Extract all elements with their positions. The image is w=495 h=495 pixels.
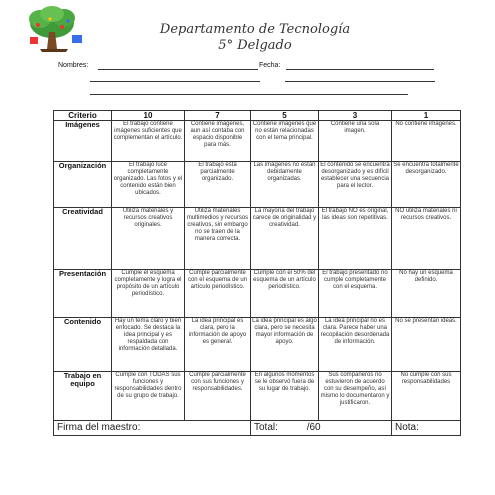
criterion-cell: Contenido <box>54 318 112 372</box>
criterion-cell: Creatividad <box>54 208 112 270</box>
nombres-line-4[interactable] <box>90 94 408 95</box>
firma-cell[interactable] <box>54 421 251 436</box>
table-cell: El trabajo está parcialmente organizado. <box>185 162 251 208</box>
table-cell: Utiliza materiales y recursos creativos originales. <box>112 208 185 270</box>
table-row <box>54 372 461 421</box>
criterion-cell: Organización <box>54 162 112 208</box>
table-cell: Sus compañeros no estuvieron de acuerdo con su desempeño, así mismo lo documentaron y justificaron. <box>319 372 392 421</box>
table-cell: Contiene imágenes, aun así contaba con espacio disponible para más. <box>185 121 251 162</box>
table-cell: Cumple con TODAS sus funciones y responsabilidades dentro de su grupo de trabajo. <box>112 372 185 421</box>
table-cell: La mayoría del trabajo carece de originalidad y creatividad. <box>251 208 319 270</box>
column-header: 5 <box>251 111 319 121</box>
column-header: Criterio <box>54 111 112 121</box>
table-cell: El contenido se encuentra desorganizado y es difícil establecer una secuencia para el lector. <box>319 162 392 208</box>
page-title <box>130 22 380 54</box>
table-cell: La idea principal es clara, pero la información de apoyo es general. <box>185 318 251 372</box>
table-cell: No contiene imágenes. <box>392 121 461 162</box>
table-cell: Hay un tema claro y bien enfocado. Se destaca la idea principal y es respaldada con información detallada. <box>112 318 185 372</box>
fecha-field[interactable] <box>286 69 434 70</box>
table-cell: Utiliza materiales multimedios y recursos creativos, sin embargo no se traen de la manera correcta. <box>185 208 251 270</box>
nombres-line-3[interactable] <box>285 81 435 82</box>
table-row <box>54 208 461 270</box>
table-cell: La idea principal no es clara. Parece haber una recopilación desordenada de información. <box>319 318 392 372</box>
nombres-row <box>58 62 88 69</box>
table-cell: El trabajo luce completamente organizado. Las fotos y el contenido están bien ubicados. <box>112 162 185 208</box>
column-header: 10 <box>112 111 185 121</box>
footer-row <box>54 421 461 436</box>
nombres-line-2[interactable] <box>90 81 260 82</box>
table-cell: Las imágenes no están debidamente organizadas. <box>251 162 319 208</box>
total-cell[interactable] <box>251 421 392 436</box>
table-row <box>54 318 461 372</box>
table-cell: El trabajo contiene imágenes suficientes que complementan el artículo. <box>112 121 185 162</box>
table-row <box>54 162 461 208</box>
fecha-label: Fecha: <box>259 62 281 69</box>
table-cell: El trabajo NO es original, las ideas son repetitivas. <box>319 208 392 270</box>
column-header: 3 <box>319 111 392 121</box>
criterion-cell: Presentación <box>54 270 112 318</box>
total-value: /60 <box>306 422 321 433</box>
nombres-label: Nombres: <box>58 62 89 69</box>
column-header: 7 <box>185 111 251 121</box>
table-cell: No hay un esquema definido. <box>392 270 461 318</box>
firma-label: Firma del maestro: <box>57 422 141 433</box>
criterion-cell: Trabajo en equipo <box>54 372 112 421</box>
criterion-cell: Imágenes <box>54 121 112 162</box>
table-cell: La idea principal es algo clara, pero se necesita mayor información de apoyo. <box>251 318 319 372</box>
table-cell: Cumple parcialmente con sus funciones y responsabilidades. <box>185 372 251 421</box>
table-row <box>54 121 461 162</box>
table-cell: Contiene una sola imagen. <box>319 121 392 162</box>
table-row <box>54 270 461 318</box>
rubric-table <box>53 110 461 436</box>
table-cell: Se encuentra totalmente desorganizado. <box>392 162 461 208</box>
table-cell: No se presentan ideas. <box>392 318 461 372</box>
table-header-row <box>54 111 461 121</box>
table-cell: No cumple con sus responsabilidades <box>392 372 461 421</box>
tree-logo-icon <box>22 5 86 55</box>
title-grade: 5° Delgado <box>218 38 292 53</box>
table-cell: NO utiliza materiales ni recursos creativos. <box>392 208 461 270</box>
title-department: Departamento de Tecnología <box>159 22 351 37</box>
table-cell: Cumple parcialmente con el esquema de un artículo periodístico. <box>185 270 251 318</box>
nota-label: Nota: <box>395 422 419 433</box>
total-label: Total: <box>254 422 278 433</box>
nota-cell[interactable] <box>392 421 461 436</box>
table-cell: Cumple el esquema completamente y logra el propósito de un artículo periodístico. <box>112 270 185 318</box>
table-cell: Contiene imágenes que no están relacionadas con el tema principal. <box>251 121 319 162</box>
column-header: 1 <box>392 111 461 121</box>
fecha-row <box>259 62 280 69</box>
nombres-field[interactable] <box>98 69 258 70</box>
table-cell: El trabajo presentado no cumple completamente con el esquema. <box>319 270 392 318</box>
table-cell: Cumple con el 50% del esquema de un artículo periodístico. <box>251 270 319 318</box>
table-cell: En algunos momentos se le observó fuera de su lugar de trabajo. <box>251 372 319 421</box>
